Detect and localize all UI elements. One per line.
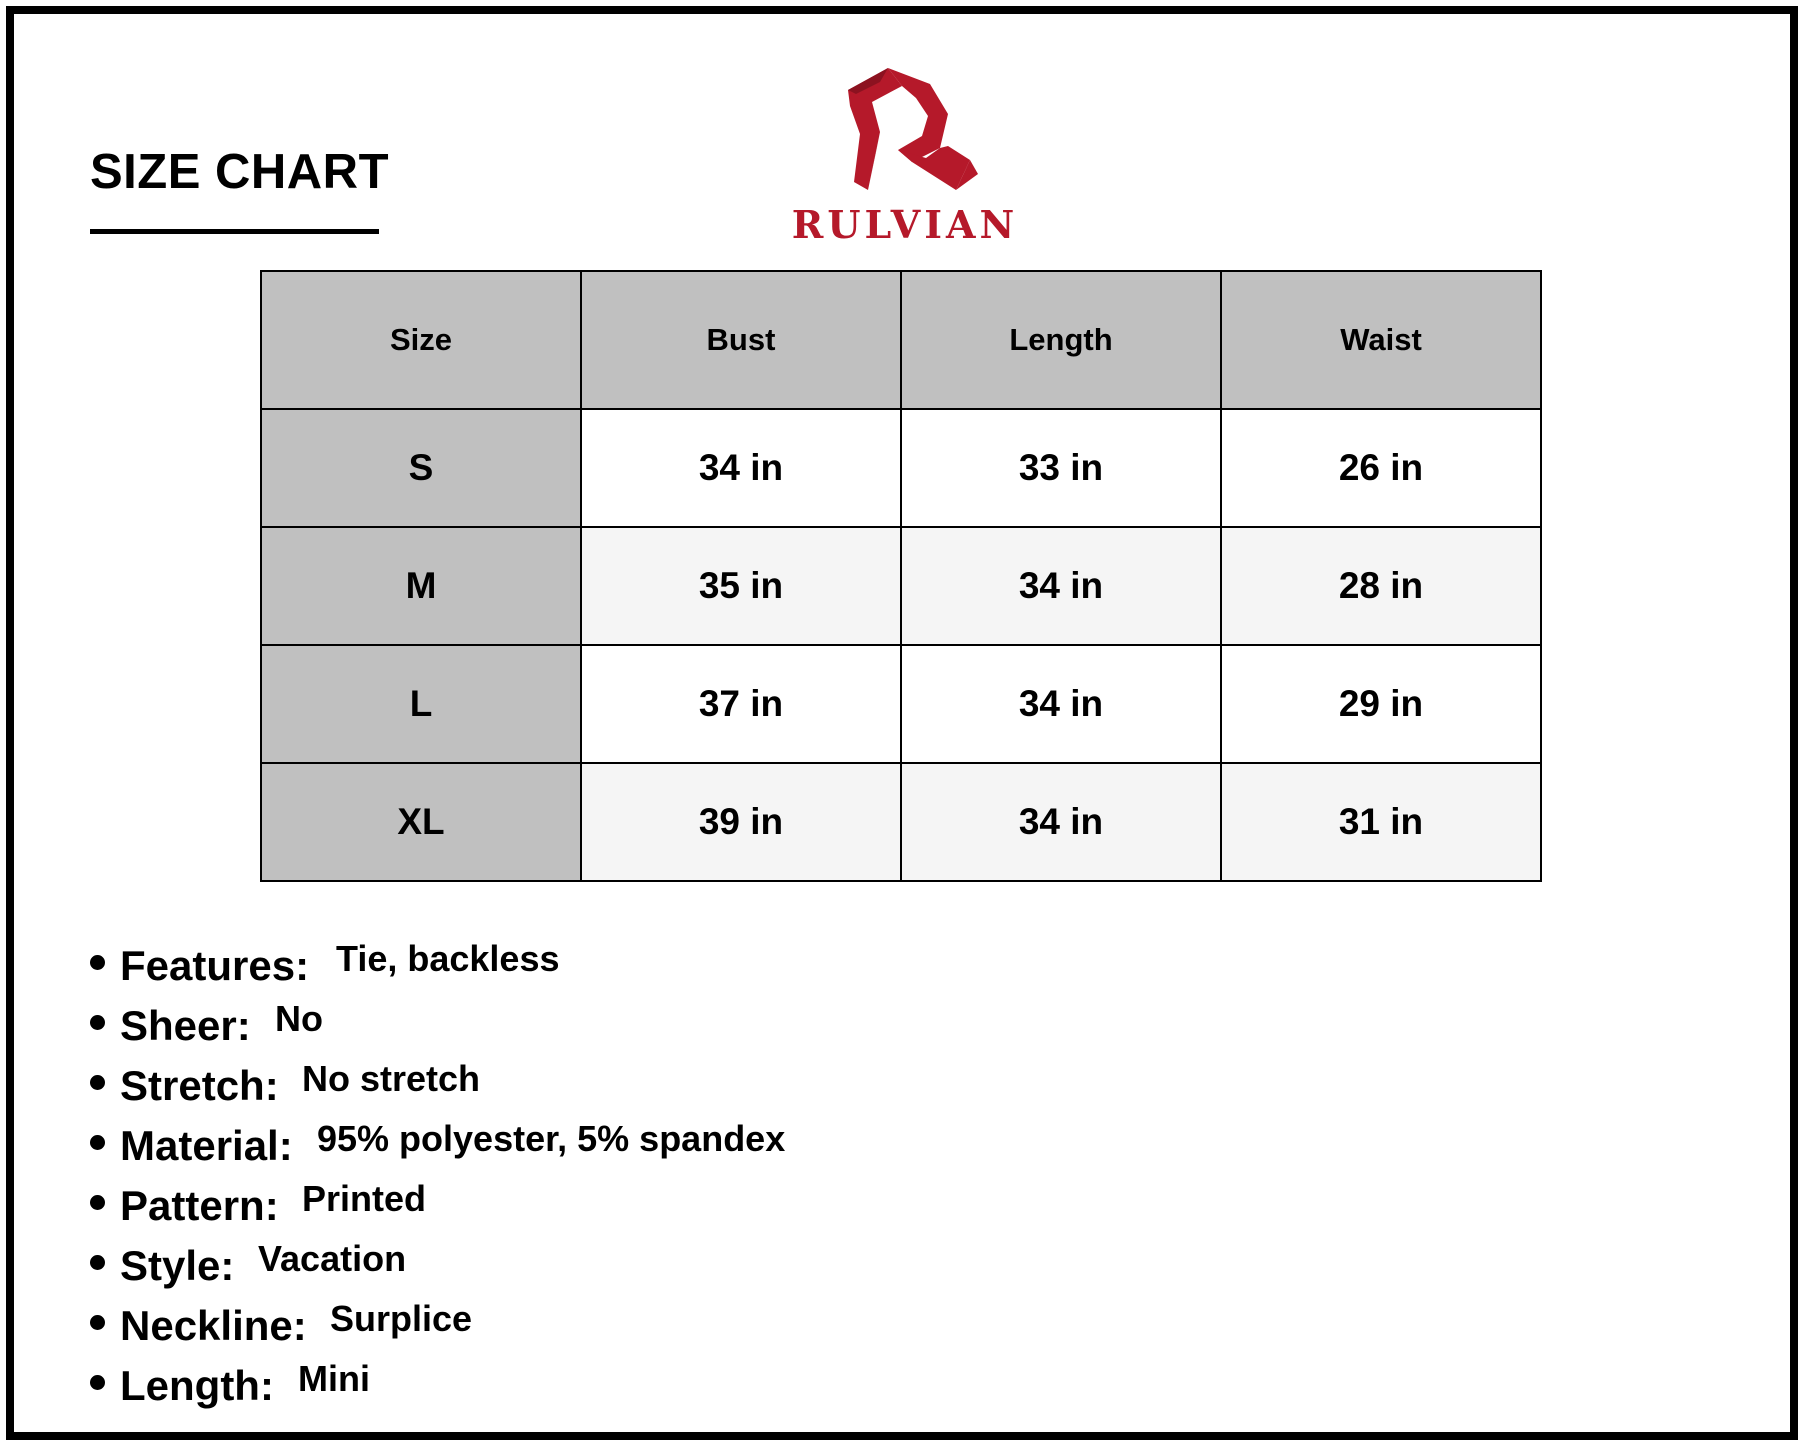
- bust-cell: 39 in: [581, 763, 901, 881]
- bullet-icon: [90, 1015, 105, 1030]
- size-cell: S: [261, 409, 581, 527]
- spec-value: Surplice: [330, 1298, 473, 1339]
- spec-value: 95% polyester, 5% spandex: [317, 1118, 786, 1159]
- spec-label: Material:: [120, 1122, 293, 1169]
- bullet-icon: [90, 1195, 105, 1210]
- bullet-icon: [90, 1075, 105, 1090]
- bust-cell: 37 in: [581, 645, 901, 763]
- length-cell: 33 in: [901, 409, 1221, 527]
- header-waist: Waist: [1221, 271, 1541, 409]
- waist-cell: 26 in: [1221, 409, 1541, 527]
- spec-value: Printed: [302, 1178, 427, 1219]
- header-size: Size: [261, 271, 581, 409]
- spec-label: Neckline:: [120, 1302, 307, 1349]
- spec-label: Pattern:: [120, 1182, 279, 1229]
- spec-value: Tie, backless: [336, 938, 560, 979]
- bust-cell: 35 in: [581, 527, 901, 645]
- stylized-r-logo-icon: [780, 62, 1030, 202]
- header-bust: Bust: [581, 271, 901, 409]
- bullet-icon: [90, 1375, 105, 1390]
- length-cell: 34 in: [901, 527, 1221, 645]
- table-row: [261, 763, 1541, 881]
- waist-cell: 31 in: [1221, 763, 1541, 881]
- page-title: SIZE CHART: [90, 145, 389, 199]
- spec-value: Vacation: [258, 1238, 407, 1279]
- bullet-icon: [90, 1255, 105, 1270]
- bullet-icon: [90, 1315, 105, 1330]
- title-underline: [90, 229, 379, 234]
- table-header-row: [261, 271, 1541, 409]
- spec-label: Stretch:: [120, 1062, 279, 1109]
- spec-label: Sheer:: [120, 1002, 251, 1049]
- waist-cell: 28 in: [1221, 527, 1541, 645]
- size-cell: M: [261, 527, 581, 645]
- header-length: Length: [901, 271, 1221, 409]
- spec-value: No: [275, 998, 323, 1039]
- table-row: [261, 409, 1541, 527]
- size-cell: L: [261, 645, 581, 763]
- length-cell: 34 in: [901, 645, 1221, 763]
- bullet-icon: [90, 1135, 105, 1150]
- brand-logo: [780, 62, 1030, 252]
- spec-value: No stretch: [302, 1058, 481, 1099]
- bust-cell: 34 in: [581, 409, 901, 527]
- table-row: [261, 645, 1541, 763]
- spec-label: Style:: [120, 1242, 235, 1289]
- length-cell: 34 in: [901, 763, 1221, 881]
- brand-name: RULVIAN: [791, 202, 1019, 247]
- spec-label: Length:: [120, 1362, 274, 1409]
- size-cell: XL: [261, 763, 581, 881]
- table-row: [261, 527, 1541, 645]
- size-chart-table: [260, 270, 1542, 882]
- bullet-icon: [90, 955, 105, 970]
- spec-value: Mini: [298, 1358, 370, 1399]
- spec-label: Features:: [120, 942, 310, 989]
- waist-cell: 29 in: [1221, 645, 1541, 763]
